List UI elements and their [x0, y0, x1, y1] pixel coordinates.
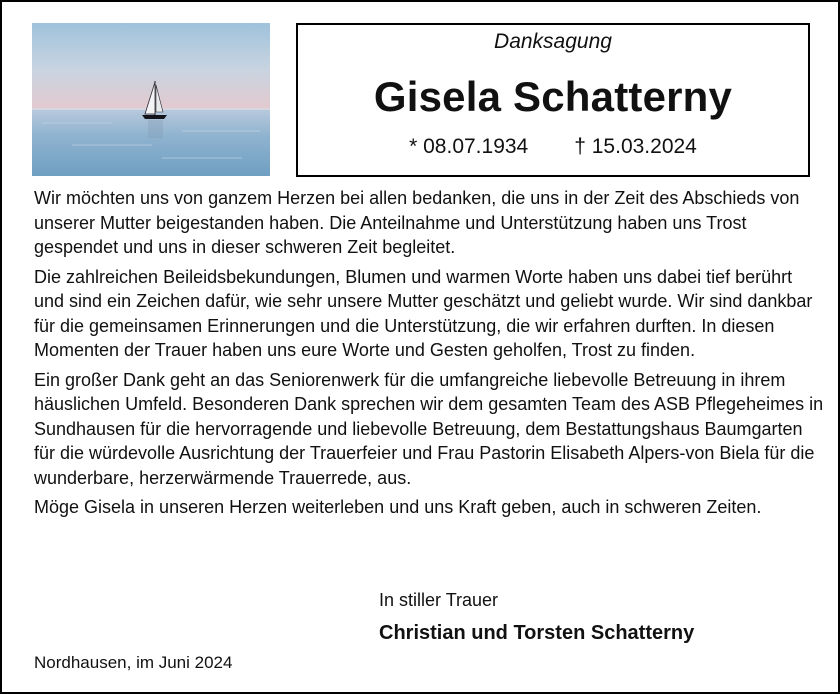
deceased-name: Gisela Schatterny	[373, 73, 733, 120]
notice-type: Danksagung	[494, 30, 612, 53]
paragraph: Ein großer Dank geht an das Seniorenwerk für die umfangreiche liebevolle Betreuung in ihrem häuslichen Umfeld. Besonderen Dank sprechen wir dem gesamten Team des ASB Pflegeheimes in Sundhausen für die hervorragende und liebevolle Betreuung, dem Bestattungshaus Baumgarten für die würdevolle Ausrichtung der Trauerfeier und Frau Pastorin Elisabeth Alpers-von Biela für die wunderbare, herzerwärmende Trauerrede, aus.	[34, 369, 824, 488]
paragraph: Möge Gisela in unseren Herzen weiterleben und uns Kraft geben, auch in schweren Zeiten.	[34, 497, 762, 517]
thanks-text	[34, 186, 824, 525]
signoff: In stiller Trauer	[379, 590, 499, 610]
sailboat-icon	[32, 23, 270, 176]
paragraph: Die zahlreichen Beileidsbekundungen, Blumen und warmen Worte haben uns dabei tief berührt und sind ein Zeichen dafür, wie sehr unsere Mutter geschätzt und geliebt wurde. Wir sind dankbar für die gemeinsamen Erinnerungen und die Unterstützung, die wir erfahren durften. In diesen Momenten der Trauer haben uns eure Worte und Gesten geholfen, Trost zu finden.	[34, 266, 813, 360]
title-box	[296, 23, 810, 177]
death-date: † 15.03.2024	[574, 135, 697, 158]
place-date: Nordhausen, im Juni 2024	[34, 653, 233, 672]
birth-date: * 08.07.1934	[409, 135, 529, 158]
paragraph: Wir möchten uns von ganzem Herzen bei allen bedanken, die uns in der Zeit des Abschieds von unserer Mutter beigestanden haben. Die Anteilnahme und Unterstützung haben uns Trost gespendet und uns in dieser schweren Zeit begleitet.	[34, 188, 800, 257]
sailboat-photo	[32, 23, 270, 176]
life-dates	[298, 135, 808, 159]
signers: Christian und Torsten Schatterny	[379, 622, 695, 644]
